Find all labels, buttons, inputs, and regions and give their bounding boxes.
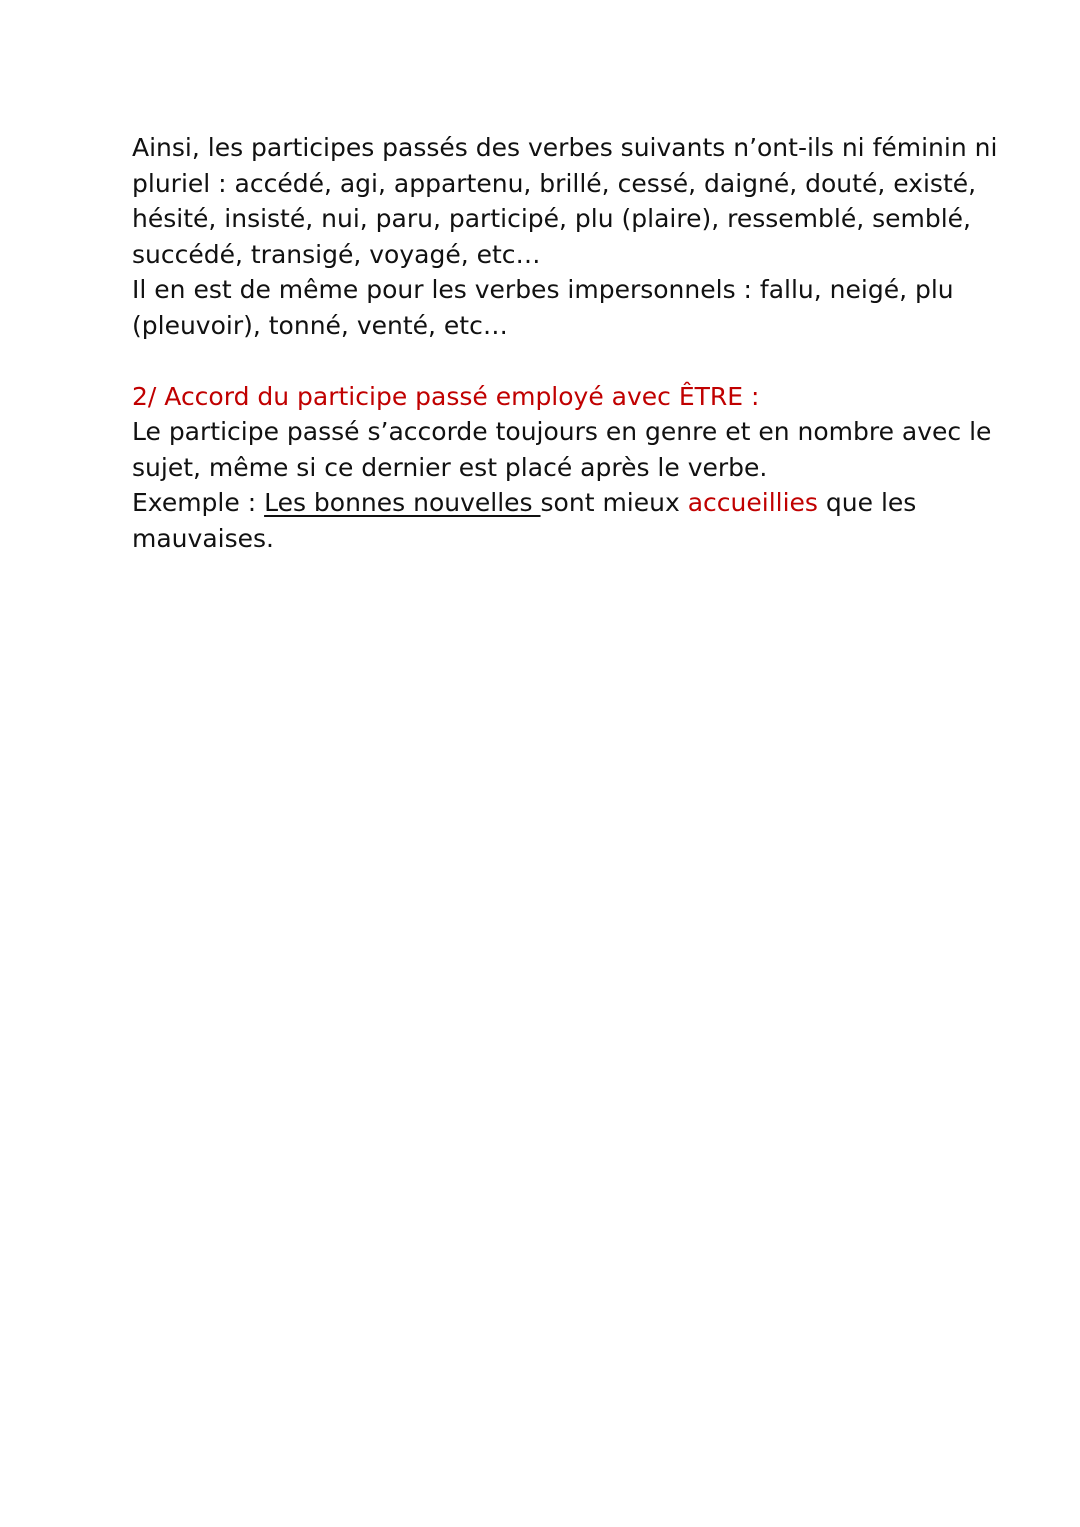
text-line: pluriel : accédé, agi, appartenu, brillé, cessé, daigné, douté, existé, [132, 168, 977, 198]
paragraph-past-participles [132, 130, 998, 343]
example-prefix: Exemple : [132, 488, 265, 517]
section-heading: 2/ Accord du participe passé employé avec ÊTRE : [132, 381, 760, 411]
text-line: hésité, insisté, nui, paru, participé, plu (plaire), ressemblé, semblé, [132, 204, 972, 233]
text-line: Ainsi, les participes passés des verbes suivants n’ont-ils ni féminin ni [132, 133, 998, 162]
text-line: (pleuvoir), tonné, venté, etc… [132, 310, 508, 340]
example-subject: Les bonnes nouvelles [264, 488, 541, 517]
text-line: sujet, même si ce dernier est placé après le verbe. [132, 452, 768, 482]
example-participle: accueillies [687, 488, 818, 517]
example-continuation: mauvaises. [132, 523, 274, 553]
example-middle: sont mieux [540, 488, 688, 517]
text-line: Il en est de même pour les verbes impersonnels : fallu, neigé, plu [132, 275, 954, 304]
text-line: Le participe passé s’accorde toujours en genre et en nombre avec le [132, 417, 992, 446]
example-suffix: que les [817, 488, 917, 517]
section-etre-agreement [132, 379, 992, 557]
paragraph-spacer [132, 343, 962, 379]
example-line [132, 485, 962, 521]
text-line: succédé, transigé, voyagé, etc… [132, 239, 541, 269]
document-body [132, 130, 998, 556]
